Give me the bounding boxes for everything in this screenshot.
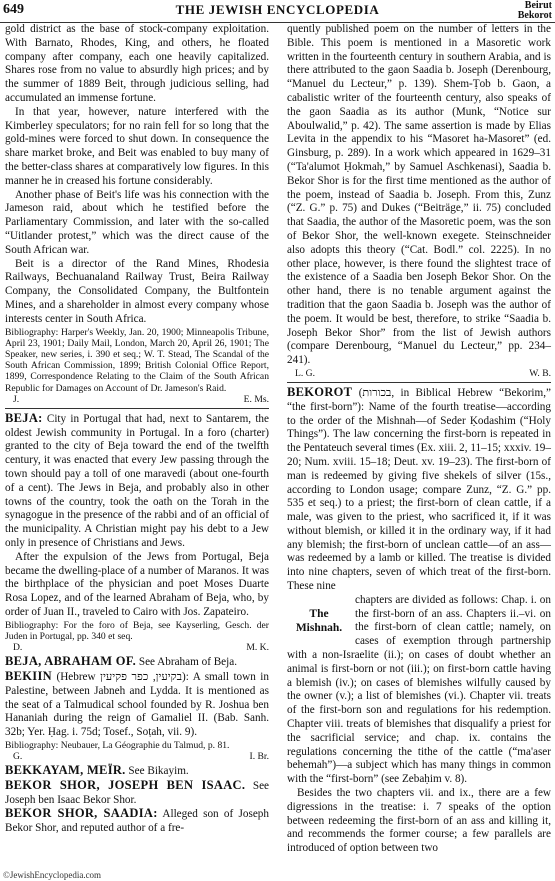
side-heading: The Mishnah.: [295, 607, 343, 634]
running-head: [518, 1, 552, 21]
entry-text: (Hebrew בקיעין, כפר פקיעין): A small town in Palestine, between Jabneh and Lydda. It is mentioned as the seat of a Talmudical school founded by R. Joshua ben Hananiah during the reign of Gamaliel II. (Bab. Sanh. 32b; Yer. Ḥag. i. 75d; Tosef., Soṭah, vii. 9).: [5, 670, 270, 739]
beit-paragraph: Another phase of Beit's life was his connection with the Jameson raid, about which he testified before the Parliamentary Commission, and later with the so-called “Uitlander protest,” which was the direct cause of the South African war.: [5, 188, 269, 256]
entry-headword: BEJA, ABRAHAM OF.: [5, 654, 137, 669]
beit-paragraph: gold district as the base of stock-company exploitation. With Barnato, Rhodes, King, and others, he floated company after company, each one heavily capitalized. Shares rose from no value to absurdly high prices; and by the summer of 1889 Beit, through judicious selling, had accumulated an immense fortune.: [5, 23, 269, 104]
entry-headword: BEKOR SHOR, SAADIA:: [5, 806, 158, 821]
copyright-footer: ©JewishEncyclopedia.com: [3, 870, 102, 880]
entry-text: chapters are divided as follows: Chap. i. on the first-born of an ass. Chapters ii.–vi. on the first-born of clean cattle; namely, on cases of exemption through partnership with a non-Israelite (ii.); on cases of doubt whether an animal is first-born or not (iii.); on first-born cattle having a blemish (iv.); on cases of blemishes wilfully caused by the owner (v.); a list of blemishes (vi.). Chapter vii. treats of the first-born son and regulations for his redemption. Chapter viii. treats of blemishes that disqualify a priest for the sacrificial service; and chap. ix. contains the regulations concerning the tithe of the cattle (“ma'aser behemah”)—a subject which has many things in common with the “first-born” (see Zebaḥim v. 8).: [287, 593, 551, 786]
entry-text: City in Portugal that had, next to Santarem, the oldest Jewish community in Portugal. In a foro (charter) granted to the city of Beja toward the end of the twelfth century, it was enacted that every Jew passing through the town should pay a toll of one maravedi (about one-fourth of a cent). The Jews in Beja, and probably also in other towns of the country, took the oath on the Torah in the synagogue in the presence of the rabbi and of an official of the municipality. A Christian might pay his debt to a Jew only in presence of Christians and Jews.: [5, 412, 269, 549]
signature: D. M. K.: [13, 642, 269, 654]
entry-text: Alleged son of Joseph Bekor Shor, and reputed author of a fre-: [5, 808, 269, 835]
bibliography: Bibliography: For the foro of Beja, see Kayserling, Gesch. der Juden in Portugal, pp. 340 et seq.: [5, 619, 269, 642]
entry-headword: BEKOROT: [287, 384, 353, 399]
entry-text: quently published poem on the number of letters in the Bible. This poem is mentioned in a Masoretic work written in the fourteenth century in southern Arabia, and is there attributed to the gaon Saadia b. Joseph (Derenbourg, “Manuel du Lecteur,” p. 139). Shem-Ṭob b. Gaon, a cabalistic writer of the fourteenth century, also speaks of the gaon Saadia as its author (Munk, “Notice sur Aboulwalid,” p. 42). The same assertion is made by Elias Levita in the appendix to his “Masoret ha-Masoret” (ed. Ginsburg, p. 289). In a work which appeared in 1629–31 (“Ta'alumot Ḥokmah,” by Samuel Aschkenasi), Saadia b. Bekor Shor is for the first time mentioned as the author of the poem, instead of Saadia b. Joseph. From this, Zunz (“Z. G.” p. 75) and Dukes (“Beiträge,” ii. 75) concluded that Saadia, the author of the Masoretic poem, was the son of Bekor Shor, the well-known exegete. Steinschneider also adopts this theory (“Cat. Bodl.” col. 2225). In no other place, however, is there found the slightest trace of the existence of a Saadia ben Joseph Bekor Shor. On the other hand, there is no tenable argument against the tradition that the gaon Saadia b. Joseph was the author of the poem. It would be best, therefore, to strike “Saadia b. Joseph Bekor Shor” from the list of Jewish authors (compare Derenbourg, “Manuel du Lecteur,” pp. 234–241).: [287, 23, 551, 367]
entry-text: (בכורות, in Biblical Hebrew “Bekorim,” “the first-born”): Name of the fourth treatise—according to the order of the Mishnah—of Seder Ḳodashim (“Holy Things”). The law concerning the first-born is repeated in the Pentateuch several times (Ex. xiii. 2, 11–15; xxxiv. 19–20; Num. xviii. 15–18; Deut. xv. 19–23). The first-born of man is redeemed by giving five shekels of silver (15s., according to London usage; compare Zunz, “Z. G.” pp. 535 et seq.) to a priest; the first-born of clean cattle, if a male, was given to the priest, who sacrificed it, if it was without blemish, or killed it in the ordinary way, if it had any blemish; the first-born of unclean cattle—of an ass—was redeemed by a lamb or killed. The treatise is divided into nine chapters, seven of which treat of the first-born. These nine: [287, 386, 551, 593]
running-head-bottom: Bekorot: [517, 10, 552, 21]
entry-text: Besides the two chapters vii. and ix., there are a few digressions in the treatise: i. 7 speaks of the option between redeeming the first-born of an ass and killing it, and recommends the former course; a few parallels are introduced of option between two: [287, 787, 551, 855]
bibliography: Bibliography: Neubauer, La Géographie du Talmud, p. 81.: [5, 739, 230, 751]
page-number: 649: [3, 2, 24, 17]
page-title: THE JEWISH ENCYCLOPEDIA: [175, 2, 380, 17]
entry-headword: BEKOR SHOR, JOSEPH BEN ISAAC.: [5, 777, 246, 792]
divider: [287, 382, 551, 383]
signature: J. E. Ms.: [13, 393, 269, 405]
entry-headword: BEKKAYAM, MEÏR.: [5, 763, 126, 778]
cross-reference[interactable]: See Joseph ben Isaac Bekor Shor.: [5, 779, 269, 806]
entry-headword: BEKIIN: [5, 668, 52, 683]
bibliography: Bibliography: Harper's Weekly, Jan. 20, 1900; Minneapolis Tribune, April 23, 1901; Daily Mail, London, March 20, April 26, 1901; The Speaker, new series, i. 390 et seq.; W. T. Stead, The Scandal of the South African Commission, 1899; British Colonial Office Report, 1899, Correspondence Relating to the Claim of the South African Republic for Damages on Account of Dr. Jameson's Raid.: [5, 326, 269, 394]
left-column: [5, 23, 269, 836]
beit-paragraph: Beit is a director of the Rand Mines, Rhodesia Railways, Bechuanaland Railway Trust, Beira Railway Company, the Consolidated Company, the Bultfontein Mines, and a shareholder in almost every company whose interests center in South Africa.: [5, 257, 269, 325]
divider: [5, 408, 269, 409]
cross-reference[interactable]: See Bikayim.: [128, 765, 189, 778]
entry-text: After the expulsion of the Jews from Portugal, Beja became the dwelling-place of a number of Maranos. It was the birthplace of the physician and poet Moses Duarte Rosa Lopez, and of the learned Abraham of Beja, who, by order of Juan II., traveled to Cairo with Jos. Zapateiro.: [5, 550, 269, 618]
page-header: [0, 0, 555, 23]
signature: G. I. Br.: [13, 751, 269, 763]
right-column: [287, 23, 551, 856]
beit-paragraph: In that year, however, nature interfered with the Kimberley speculators; for no rain fell for so long that the gold-mines were forced to shut down. In consequence the share market broke, and Beit was enabled to buy many of the better-class shares at comparatively low figures. In this manner he in creased his fortune considerably.: [5, 105, 269, 187]
signature: L. G. W. B.: [295, 367, 551, 379]
cross-reference[interactable]: See Abraham of Beja.: [138, 656, 238, 669]
running-head-top: Beirut: [524, 0, 552, 11]
entry-headword: BEJA:: [5, 410, 43, 425]
